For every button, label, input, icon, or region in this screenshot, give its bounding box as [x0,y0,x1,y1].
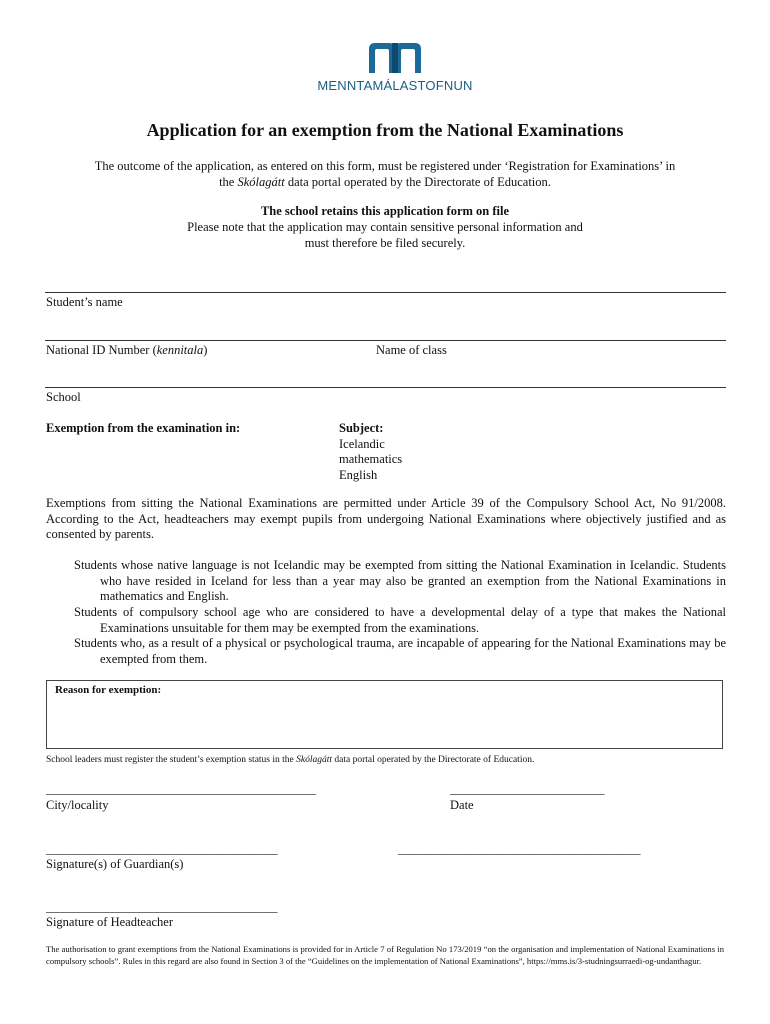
exemption-criterion-trauma[interactable]: Students who, as a result of a physical or psychological trauma, are incapable of appearing for the National Examinations may be exempted from them. [74,636,726,666]
city-label: City/locality [46,798,109,812]
act-paragraph: Exemptions from sitting the National Examinations are permitted under Article 39 of the Compulsory School Act, No 91/2008. According to the Act, headteachers may exempt pupils from undergoing National Examinations where objectively justified and as consented by parents. [46,496,726,541]
reason-for-exemption-box[interactable] [46,680,723,749]
intro-line-1: The outcome of the application, as entered on this form, must be registered under ‘Registration for Examinations’ in [94,159,676,173]
menntamalastofnun-logo-icon [369,43,421,73]
regulation-footnote: The authorisation to grant exemptions from the National Examinations is provided for in Article 7 of Regulation No 173/2019 “on the organisation and implementation of National Examinations in compulsory schools”. Rules in this regard are also found in Section 3 of the “Guidelines on the implementation of National Examinations”, https://mms.is/3-studningsurraedi-og-undanthagur. [46,944,724,966]
guardian-signature-line-2[interactable]: ____________________________________________ [398,842,640,856]
divider [45,292,726,293]
guardian-signature-label: Signature(s) of Guardian(s) [46,857,184,871]
subject-heading: Subject: [339,421,384,435]
exemption-criterion-language[interactable]: Students whose native language is not Icelandic may be exempted from sitting the National Examination in Icelandic. Students who have resided in Iceland for less than a year may also be granted an exemption from the National Examinations in mathematics and English. [74,558,726,603]
city-signature-line[interactable]: _________________________________________________ [46,782,316,796]
divider [45,340,726,341]
headteacher-signature-line[interactable]: __________________________________________ [46,900,277,914]
retention-notice [40,203,730,251]
date-label: Date [450,798,474,812]
exemption-label: Exemption from the examination in: [46,421,241,435]
national-id-label: National ID Number (kennitala) [46,343,208,357]
retention-line-1: Please note that the application may contain sensitive personal information and [187,220,583,234]
divider [45,387,726,388]
student-name-field[interactable] [140,296,726,334]
register-note: School leaders must register the student’s exemption status in the Skólagátt data portal operated by the Directorate of Education. [46,755,535,765]
headteacher-signature-label: Signature of Headteacher [46,915,174,929]
class-name-label: Name of class [376,343,447,357]
intro-line-2: the Skólagátt data portal operated by the Directorate of Education. [219,175,551,189]
student-name-label: Student’s name [46,295,123,309]
guardian-signature-line-1[interactable]: __________________________________________ [46,842,277,856]
retention-line-2: must therefore be filed securely. [304,236,466,250]
logo-wordmark: MENNTAMÁLASTOFNUN [317,78,473,93]
date-signature-line[interactable]: ____________________________ [450,782,604,796]
subject-mathematics[interactable]: mathematics [339,452,403,466]
page-title: Application for an exemption from the National Examinations [146,120,624,140]
intro-text [40,158,730,190]
school-field[interactable] [92,390,726,408]
subject-icelandic[interactable]: Icelandic [339,436,385,451]
school-label: School [46,390,81,404]
subject-english[interactable]: English [339,467,378,482]
exemption-criterion-developmental[interactable]: Students of compulsory school age who are considered to have a developmental delay of a type that makes the National Examinations unsuitable for them may be exempted from the examinations. [74,605,726,635]
class-name-field[interactable] [462,343,726,381]
subject-list [339,421,402,483]
reason-label: Reason for exemption: [55,684,162,696]
retention-heading: The school retains this application form on file [260,204,510,218]
national-id-field[interactable] [232,343,372,381]
